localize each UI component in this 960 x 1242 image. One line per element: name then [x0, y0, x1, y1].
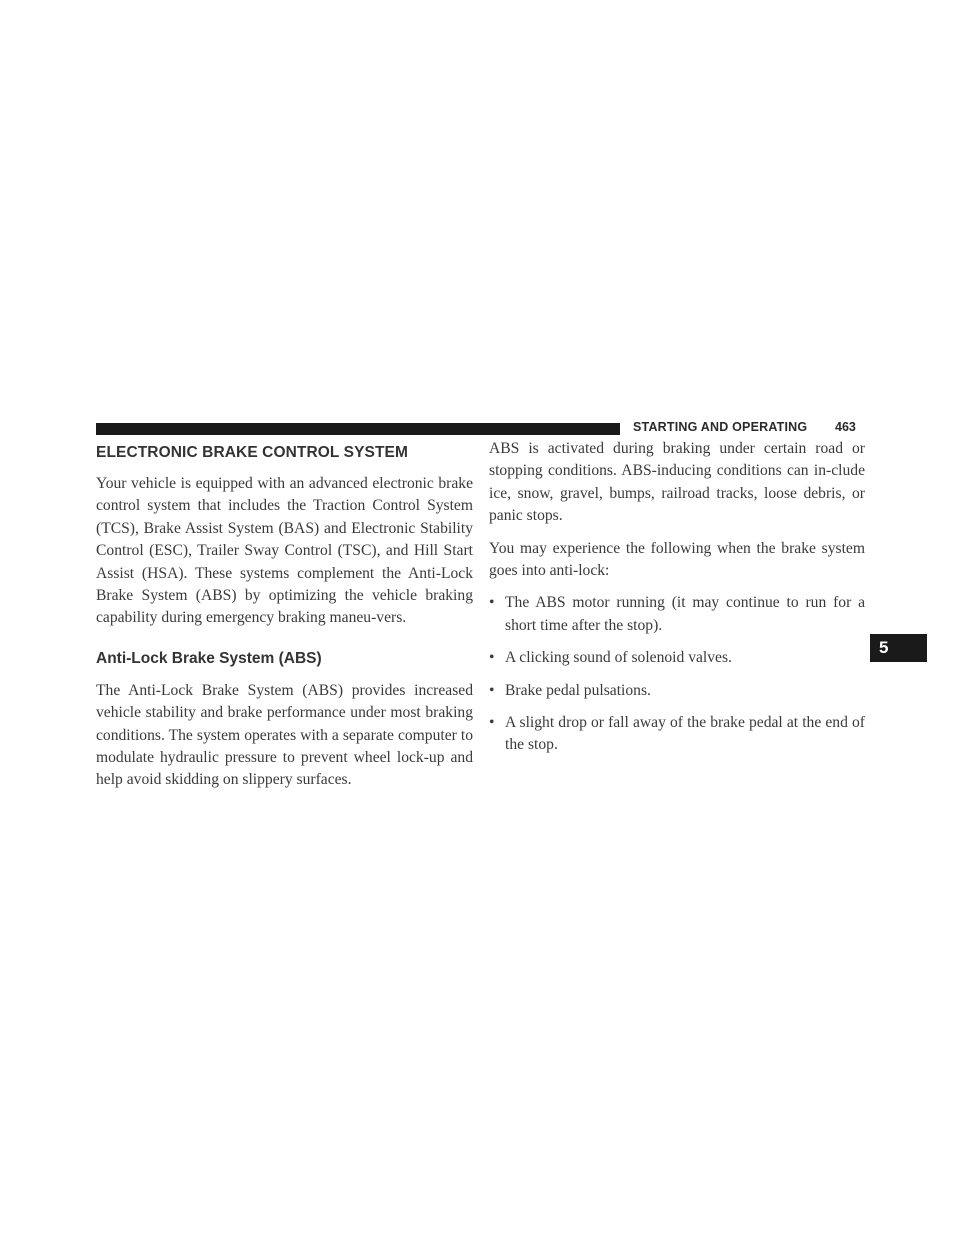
page-number: 463	[835, 420, 856, 434]
list-item	[489, 592, 865, 637]
list-item	[489, 712, 865, 757]
list-item-text: A clicking sound of solenoid valves.	[505, 649, 732, 667]
abs-activation-paragraph: ABS is activated during braking under certain road or stopping conditions. ABS-inducing conditions can in-clude ice, snow, gravel, bumps, railroad tracks, loose debris, or panic stops.	[489, 440, 865, 525]
bullet-icon: •	[489, 649, 495, 667]
abs-paragraph: The Anti-Lock Brake System (ABS) provides increased vehicle stability and brake performance under most braking conditions. The system operates with a separate computer to modulate hydraulic pressure to prevent wheel lock-up and help avoid skidding on slippery surfaces.	[96, 681, 473, 789]
header-rule	[96, 423, 620, 435]
list-item-text: The ABS motor running (it may continue to run for a short time after the stop).	[505, 594, 865, 634]
chapter-tab: 5	[870, 634, 927, 662]
anti-lock-symptoms-list	[489, 592, 865, 756]
section-heading: ELECTRONIC BRAKE CONTROL SYSTEM	[96, 444, 408, 461]
list-item	[489, 680, 865, 702]
subsection-heading: Anti-Lock Brake System (ABS)	[96, 649, 322, 667]
list-item-text: A slight drop or fall away of the brake pedal at the end of the stop.	[505, 714, 865, 754]
bullet-icon: •	[489, 714, 495, 732]
anti-lock-intro-paragraph: You may experience the following when the brake system goes into anti-lock:	[489, 539, 865, 580]
bullet-icon: •	[489, 594, 495, 612]
left-column	[96, 436, 473, 792]
bullet-icon: •	[489, 681, 495, 699]
intro-paragraph: Your vehicle is equipped with an advanced electronic brake control system that includes the Traction Control System (TCS), Brake Assist System (BAS) and Electronic Stability Control (ESC), Trailer Sway Control (TSC), and Hill Start Assist (HSA). These systems complement the Anti-Lock Brake System (ABS) by optimizing the vehicle braking capability during emergency braking maneu-vers.	[96, 475, 473, 627]
list-item-text: Brake pedal pulsations.	[505, 681, 651, 699]
right-column	[489, 436, 865, 767]
list-item	[489, 647, 865, 669]
section-title: STARTING AND OPERATING	[633, 420, 808, 434]
